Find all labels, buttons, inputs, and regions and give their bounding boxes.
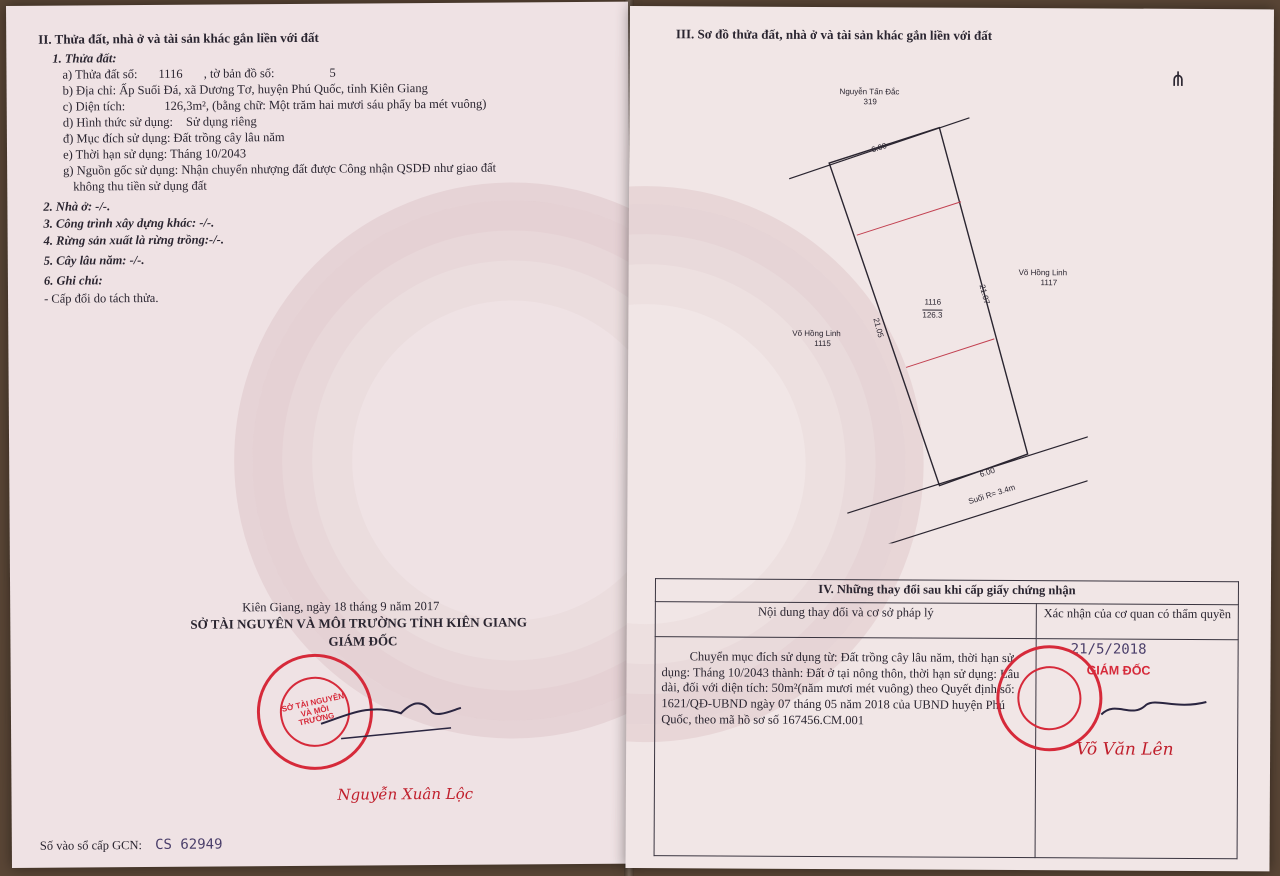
confirm-signer: Võ Văn Lên bbox=[1076, 739, 1174, 760]
address-row bbox=[63, 81, 428, 99]
note-text: - Cấp đổi do tách thửa. bbox=[43, 290, 159, 306]
register-row bbox=[40, 837, 223, 854]
section-2-title: II. Thửa đất, nhà ở và tài sản khác gắn liền với đất bbox=[38, 29, 319, 47]
right-page bbox=[625, 6, 1274, 871]
usage-term-label: e) Thời hạn sử dụng: bbox=[62, 146, 168, 162]
usage-term-value: Tháng 10/2043 bbox=[170, 146, 247, 161]
register-number: CS 62949 bbox=[155, 836, 223, 853]
change-content: Chuyển mục đích sử dụng từ: Đất trồng cây lâu năm, thời hạn sử dụng: Tháng 10/2043 thành: Đất ở tại nông thôn, thời hạn sử dụng: Lâu dài, đối với diện tích: 50m²(năm mươi mét vuông) theo Quyết định số: 1621/QĐ-UBND ngày 07 tháng 05 năm 2018 của UBND huyện Phú Quốc, theo mã hồ sơ số 167456.CM.001 bbox=[654, 637, 1036, 858]
issue-date: Kiên Giang, ngày 18 tháng 9 năm 2017 bbox=[242, 598, 440, 615]
east-owner: Võ Hồng Linh bbox=[1018, 268, 1068, 278]
parcel-number: 1116 bbox=[158, 66, 183, 81]
confirm-signature bbox=[1096, 689, 1216, 730]
usage-term-row bbox=[63, 146, 246, 162]
address-label: b) Địa chỉ: bbox=[62, 83, 117, 98]
parcel-number-row bbox=[62, 65, 387, 82]
north-arrow-icon: ⋔ bbox=[1169, 66, 1187, 91]
usage-purpose-label: đ) Mục đích sử dụng: bbox=[62, 130, 171, 146]
area-label: c) Diện tích: bbox=[62, 99, 126, 114]
east-parcel: 1117 bbox=[1040, 278, 1058, 288]
changes-col-confirm: Xác nhận của cơ quan có thẩm quyền bbox=[1036, 604, 1238, 640]
confirm-date: 21/5/2018 bbox=[1070, 641, 1147, 658]
left-page bbox=[6, 2, 634, 868]
map-sheet-number: 5 bbox=[329, 65, 336, 80]
director-signature bbox=[311, 683, 471, 744]
confirm-seal-center bbox=[1012, 660, 1088, 736]
area-row bbox=[63, 97, 487, 115]
section-3-title: III. Sơ đồ thửa đất, nhà ở và tài sản khác gắn liền với đất bbox=[675, 26, 993, 43]
usage-form-label: d) Hình thức sử dụng: bbox=[62, 114, 173, 130]
north-parcel: 319 bbox=[863, 97, 877, 107]
bottom-width: 6.00 bbox=[978, 465, 997, 480]
change-confirmation bbox=[1035, 639, 1238, 859]
stream-line-lower bbox=[847, 473, 1089, 544]
usage-purpose-row bbox=[63, 130, 285, 147]
right-length: 21.07 bbox=[977, 283, 992, 306]
notes-heading: 6. Ghi chú: bbox=[43, 273, 103, 288]
address-value: Ấp Suối Đá, xã Dương Tơ, huyện Phú Quốc, tỉnh Kiên Giang bbox=[119, 81, 428, 98]
confirm-title: GIÁM ĐỐC bbox=[1086, 663, 1151, 678]
west-owner: Võ Hồng Linh bbox=[792, 328, 841, 339]
land-heading: 1. Thửa đất: bbox=[52, 51, 117, 66]
map-sheet-label: , tờ bản đồ số: bbox=[203, 66, 275, 81]
perennial-row: 5. Cây lâu năm: -/-. bbox=[43, 253, 145, 268]
usage-form-value: Sử dụng riêng bbox=[185, 114, 257, 129]
signer-name: Nguyễn Xuân Lộc bbox=[337, 784, 474, 804]
changes-table bbox=[654, 578, 1239, 859]
red-inner-line-top bbox=[857, 201, 961, 236]
house-row: 2. Nhà ở: -/-. bbox=[43, 199, 111, 214]
parcel-number-label: a) Thửa đất số: bbox=[62, 67, 138, 82]
origin-value-continued: không thu tiền sử dụng đất bbox=[73, 178, 207, 194]
top-width: 6.00 bbox=[870, 141, 888, 155]
stream-label: Suối R= 3.4m bbox=[967, 482, 1017, 507]
origin-value: Nhận chuyển nhượng đất được Công nhận QSDĐ như giao đất bbox=[181, 160, 497, 177]
west-parcel: 1115 bbox=[814, 338, 831, 349]
area-value: 126,3m², (bằng chữ: Một trăm hai mươi sáu phẩy ba mét vuông) bbox=[164, 96, 487, 113]
north-owner: Nguyễn Tấn Đắc bbox=[839, 87, 900, 97]
left-length: 21.05 bbox=[871, 316, 886, 339]
origin-label: g) Nguồn gốc sử dụng: bbox=[63, 162, 179, 178]
bronze-drum-watermark bbox=[232, 181, 634, 741]
director-title: GIÁM ĐỐC bbox=[328, 633, 398, 649]
changes-title: IV. Những thay đổi sau khi cấp giấy chứng nhận bbox=[655, 579, 1238, 605]
parcel-no: 1116 bbox=[924, 297, 942, 307]
changes-col-content: Nội dung thay đổi và cơ sở pháp lý bbox=[655, 602, 1036, 639]
construction-row: 3. Công trình xây dựng khác: -/-. bbox=[43, 215, 215, 231]
forest-row: 4. Rừng sản xuất là rừng trồng:-/-. bbox=[43, 232, 224, 248]
register-label: Số vào sổ cấp GCN: bbox=[39, 838, 142, 853]
usage-purpose-value: Đất trồng cây lâu năm bbox=[173, 130, 285, 145]
usage-form-row bbox=[63, 114, 257, 130]
issuing-authority: SỞ TÀI NGUYÊN VÀ MÔI TRƯỜNG TỈNH KIÊN GIANG bbox=[190, 614, 527, 632]
seal-text: SỞ TÀI NGUYÊN VÀ MÔI TRƯỜNG bbox=[280, 691, 345, 728]
origin-row bbox=[63, 161, 496, 179]
parcel-area: 126.3 bbox=[922, 310, 943, 320]
red-inner-line-bottom bbox=[906, 338, 994, 367]
